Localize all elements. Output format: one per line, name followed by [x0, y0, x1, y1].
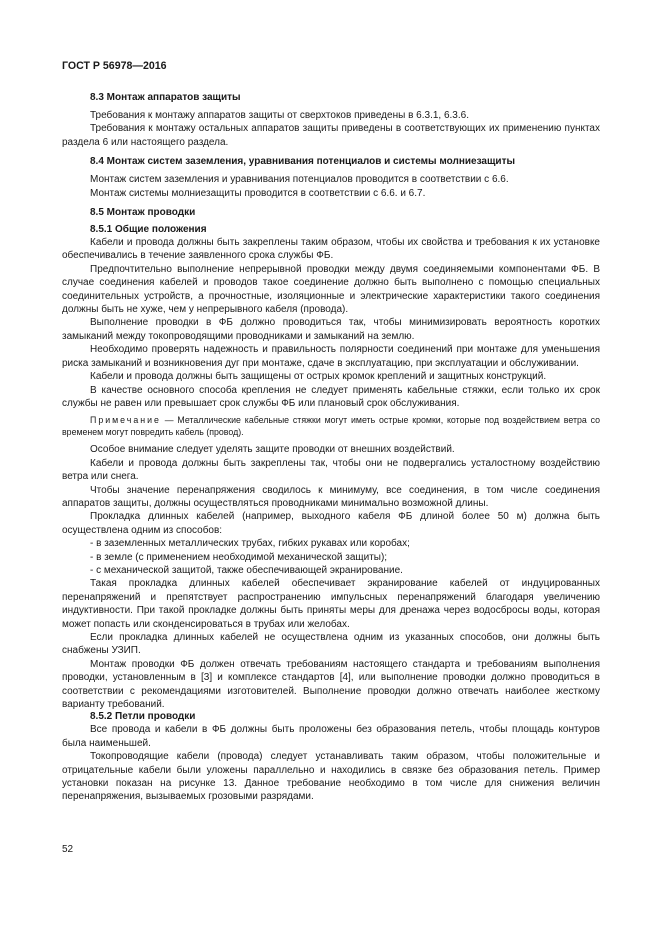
paragraph: Требования к монтажу остальных аппаратов защиты приведены в соответствующих их применению пунктах раздела 6 или настоящего раздела.	[62, 123, 600, 148]
paragraph: Выполнение проводки в ФБ должно проводиться так, чтобы минимизировать вероятность коротких замыканий между токопроводящими проводниками и замыканий на землю.	[62, 317, 600, 342]
section-8-5-2-title: 8.5.2 Петли проводки	[90, 711, 196, 723]
note-label: Примечание	[90, 415, 161, 426]
page-number: 52	[62, 844, 74, 855]
section-8-4-title: 8.4 Монтаж систем заземления, уравнивания потенциалов и системы молниезащиты	[90, 156, 516, 168]
paragraph: Если прокладка длинных кабелей не осуществлена одним из указанных способов, они должны быть снабжены УЗИП.	[62, 632, 600, 657]
paragraph: Такая прокладка длинных кабелей обеспечивает экранирование кабелей от индуцированных перенапряжений и препятствует распространению импульсных перенапряжений благодаря увеличению индуктивности. При такой прокладке должны быть приняты меры для дренажа через водосбросы воды, которая может попасть или сконденсироваться в трубах или желобах.	[62, 578, 600, 630]
paragraph: Требования к монтажу аппаратов защиты от сверхтоков приведены в 6.3.1, 6.3.6.	[90, 110, 469, 121]
list-item: - с механической защитой, также обеспечивающей экранирование.	[90, 564, 403, 576]
paragraph: Кабели и провода должны быть закреплены таким образом, чтобы их свойства и требования к их установке обеспечивались в течение заявленного срока службы ФБ.	[62, 237, 600, 262]
paragraph: Чтобы значение перенапряжения сводилось к минимуму, все соединения, в том числе соединения аппаратов защиты, должны осуществляться проводниками минимально возможной длины.	[62, 484, 600, 509]
paragraph: Монтаж системы молниезащиты проводится в соответствии с 6.6. и 6.7.	[90, 187, 426, 199]
paragraph: Прокладка длинных кабелей (например, выходного кабеля ФБ длиной более 50 м) должна быть осуществлена одним из способов:	[62, 511, 600, 536]
paragraph: Особое внимание следует уделять защите проводки от внешних воздействий.	[90, 444, 455, 456]
paragraph: Токопроводящие кабели (провода) следует устанавливать таким образом, чтобы положительные и отрицательные кабели были уложены параллельно и находились в связке без образования петель. Пример установки показан на рисунке 13. Данное требование необходимо в том числе для снижения величин перенапряжения, вызываемых грозовыми разрядами.	[62, 751, 600, 803]
section-8-3-title: 8.3 Монтаж аппаратов защиты	[90, 92, 241, 103]
paragraph: Предпочтительно выполнение непрерывной проводки между двумя соединяемыми компонентами ФБ. В случае соединения кабелей и проводов такое соединение должно быть выполнено с помощью специальных соединительных устройств, а прочностные, изоляционные и электрические характеристики такого соединения должны быть не хуже, чем у непрерывного кабеля (провода).	[62, 263, 600, 316]
document-header: ГОСТ Р 56978—2016	[62, 60, 167, 72]
paragraph: Необходимо проверять надежность и правильность полярности соединений при монтаже для уменьшения риска замыканий и возникновения дуг при монтаже, сдаче в эксплуатацию, при эксплуатации и обслуживании.	[62, 344, 600, 369]
paragraph: В качестве основного способа крепления не следует применять кабельные стяжки, если только их срок службы не равен или превышает срок службы ФБ или плановый срок обслуживания.	[62, 384, 600, 409]
paragraph: Кабели и провода должны быть защищены от острых кромок креплений и защитных конструкций.	[90, 371, 547, 383]
list-item: - в земле (с применением необходимой механической защиты);	[90, 551, 388, 563]
paragraph: Монтаж систем заземления и уравнивания потенциалов проводится в соответствии с 6.6.	[90, 174, 509, 186]
document-page	[62, 60, 600, 804]
list-item: - в заземленных металлических трубах, гибких рукавах или коробах;	[90, 538, 410, 550]
paragraph: Монтаж проводки ФБ должен отвечать требованиям настоящего стандарта и требованиям выполнения проводки, установленным в [3] и комплексе стандартов [4], или выполнение проводки должно проводиться в соответствии с рекомендациями изготовителей. Выполнение проводки должно отвечать наиболее жесткому варианту требований.	[62, 658, 600, 711]
paragraph: Все провода и кабели в ФБ должны быть проложены без образования петель, чтобы площадь контуров была наименьшей.	[62, 724, 600, 749]
section-8-5-title: 8.5 Монтаж проводки	[90, 207, 196, 219]
paragraph: Кабели и провода должны быть закреплены так, чтобы они не подвергались усталостному воздействию ветра или снега.	[62, 457, 600, 483]
section-8-5-1-title: 8.5.1 Общие положения	[90, 224, 207, 236]
note	[62, 414, 600, 438]
note-text: — Металлические кабельные стяжки могут иметь острые кромки, которые под воздействием ветра со временем могут повредить кабель (провод).	[62, 415, 600, 438]
bullet-list	[62, 537, 600, 577]
